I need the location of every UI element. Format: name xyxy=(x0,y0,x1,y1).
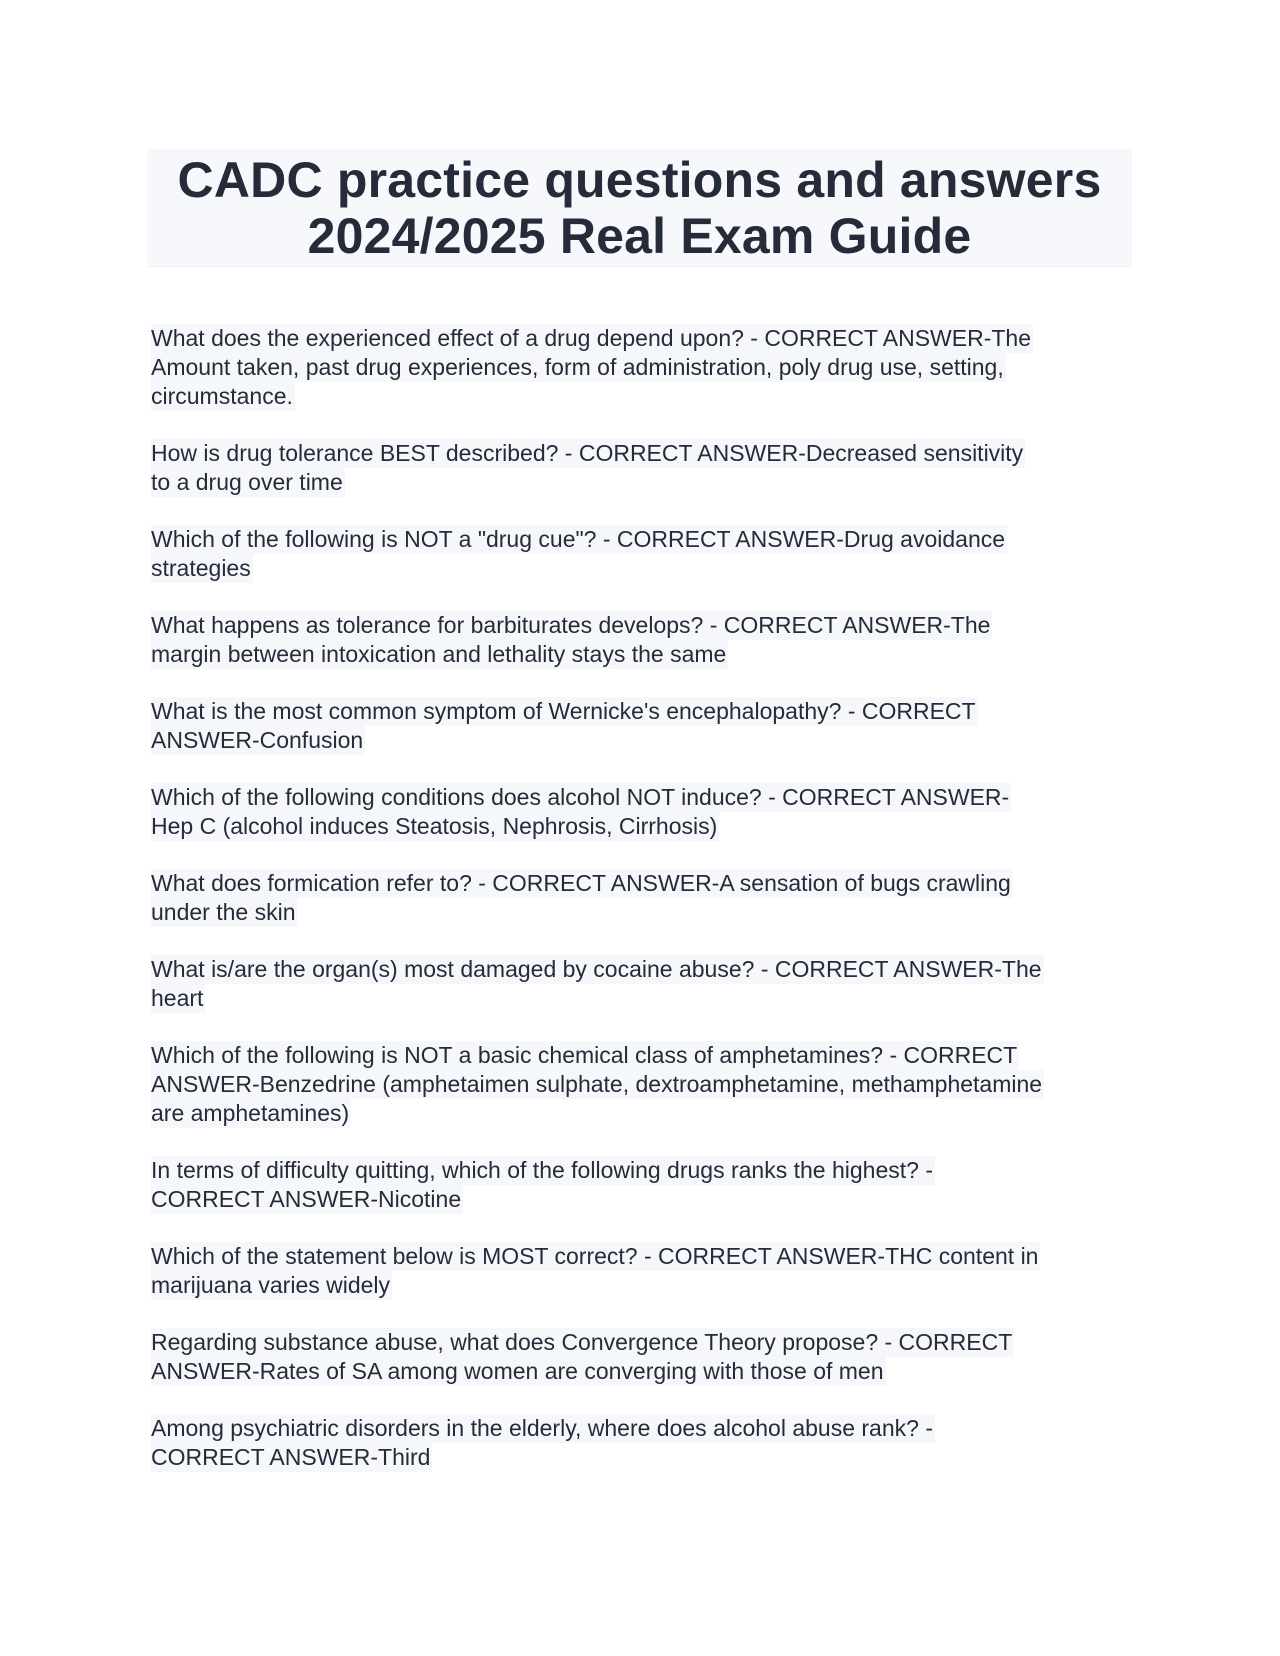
qa-text-line: ANSWER-Rates of SA among women are converging with those of men xyxy=(151,1358,884,1384)
qa-text-line: ANSWER-Benzedrine (amphetaimen sulphate, dextroamphetamine, methamphetamine xyxy=(151,1071,1043,1097)
qa-text-line: marijuana varies widely xyxy=(151,1272,391,1298)
qa-text-line: heart xyxy=(151,985,204,1011)
qa-text-line: How is drug tolerance BEST described? - CORRECT ANSWER-Decreased sensitivity xyxy=(151,440,1024,466)
qa-text-line: Which of the following is NOT a "drug cue"? - CORRECT ANSWER-Drug avoidance xyxy=(151,526,1006,552)
qa-text-line: circumstance. xyxy=(151,383,293,409)
qa-item xyxy=(151,611,1136,669)
qa-item xyxy=(151,525,1136,583)
qa-text-line: Which of the statement below is MOST correct? - CORRECT ANSWER-THC content in xyxy=(151,1243,1039,1269)
qa-text-line: Among psychiatric disorders in the elderly, where does alcohol abuse rank? - xyxy=(151,1415,933,1441)
qa-text-line: What happens as tolerance for barbiturates develops? - CORRECT ANSWER-The xyxy=(151,612,991,638)
qa-text-line: strategies xyxy=(151,555,251,581)
title-line: 2024/2025 Real Exam Guide xyxy=(307,207,972,264)
qa-text-line: to a drug over time xyxy=(151,469,343,495)
qa-item xyxy=(151,955,1136,1013)
qa-text-line: ANSWER-Confusion xyxy=(151,727,364,753)
qa-item xyxy=(151,1041,1136,1128)
qa-item xyxy=(151,869,1136,927)
qa-item xyxy=(151,1328,1136,1386)
qa-list xyxy=(151,324,1136,1500)
qa-text-line: CORRECT ANSWER-Third xyxy=(151,1444,431,1470)
qa-item xyxy=(151,783,1136,841)
qa-item xyxy=(151,697,1136,755)
qa-item xyxy=(151,439,1136,497)
document-title xyxy=(178,152,1102,264)
qa-text-line: Which of the following conditions does alcohol NOT induce? - CORRECT ANSWER- xyxy=(151,784,1010,810)
title-line: CADC practice questions and answers xyxy=(177,151,1102,208)
qa-text-line: Hep C (alcohol induces Steatosis, Nephrosis, Cirrhosis) xyxy=(151,813,718,839)
qa-text-line: margin between intoxication and lethality stays the same xyxy=(151,641,727,667)
qa-item xyxy=(151,1414,1136,1472)
qa-item xyxy=(151,324,1136,411)
qa-text-line: In terms of difficulty quitting, which of the following drugs ranks the highest? - xyxy=(151,1157,933,1183)
qa-text-line: Which of the following is NOT a basic chemical class of amphetamines? - CORRECT xyxy=(151,1042,1018,1068)
qa-text-line: under the skin xyxy=(151,899,296,925)
qa-item xyxy=(151,1242,1136,1300)
qa-text-line: Regarding substance abuse, what does Convergence Theory propose? - CORRECT xyxy=(151,1329,1013,1355)
qa-item xyxy=(151,1156,1136,1214)
qa-text-line: What does the experienced effect of a drug depend upon? - CORRECT ANSWER-The xyxy=(151,325,1032,351)
qa-text-line: What is the most common symptom of Wernicke's encephalopathy? - CORRECT xyxy=(151,698,976,724)
qa-text-line: Amount taken, past drug experiences, form of administration, poly drug use, setting, xyxy=(151,354,1004,380)
qa-text-line: CORRECT ANSWER-Nicotine xyxy=(151,1186,462,1212)
qa-text-line: What does formication refer to? - CORRECT ANSWER-A sensation of bugs crawling xyxy=(151,870,1011,896)
qa-text-line: are amphetamines) xyxy=(151,1100,350,1126)
title-banner xyxy=(147,149,1132,267)
qa-text-line: What is/are the organ(s) most damaged by cocaine abuse? - CORRECT ANSWER-The xyxy=(151,956,1042,982)
